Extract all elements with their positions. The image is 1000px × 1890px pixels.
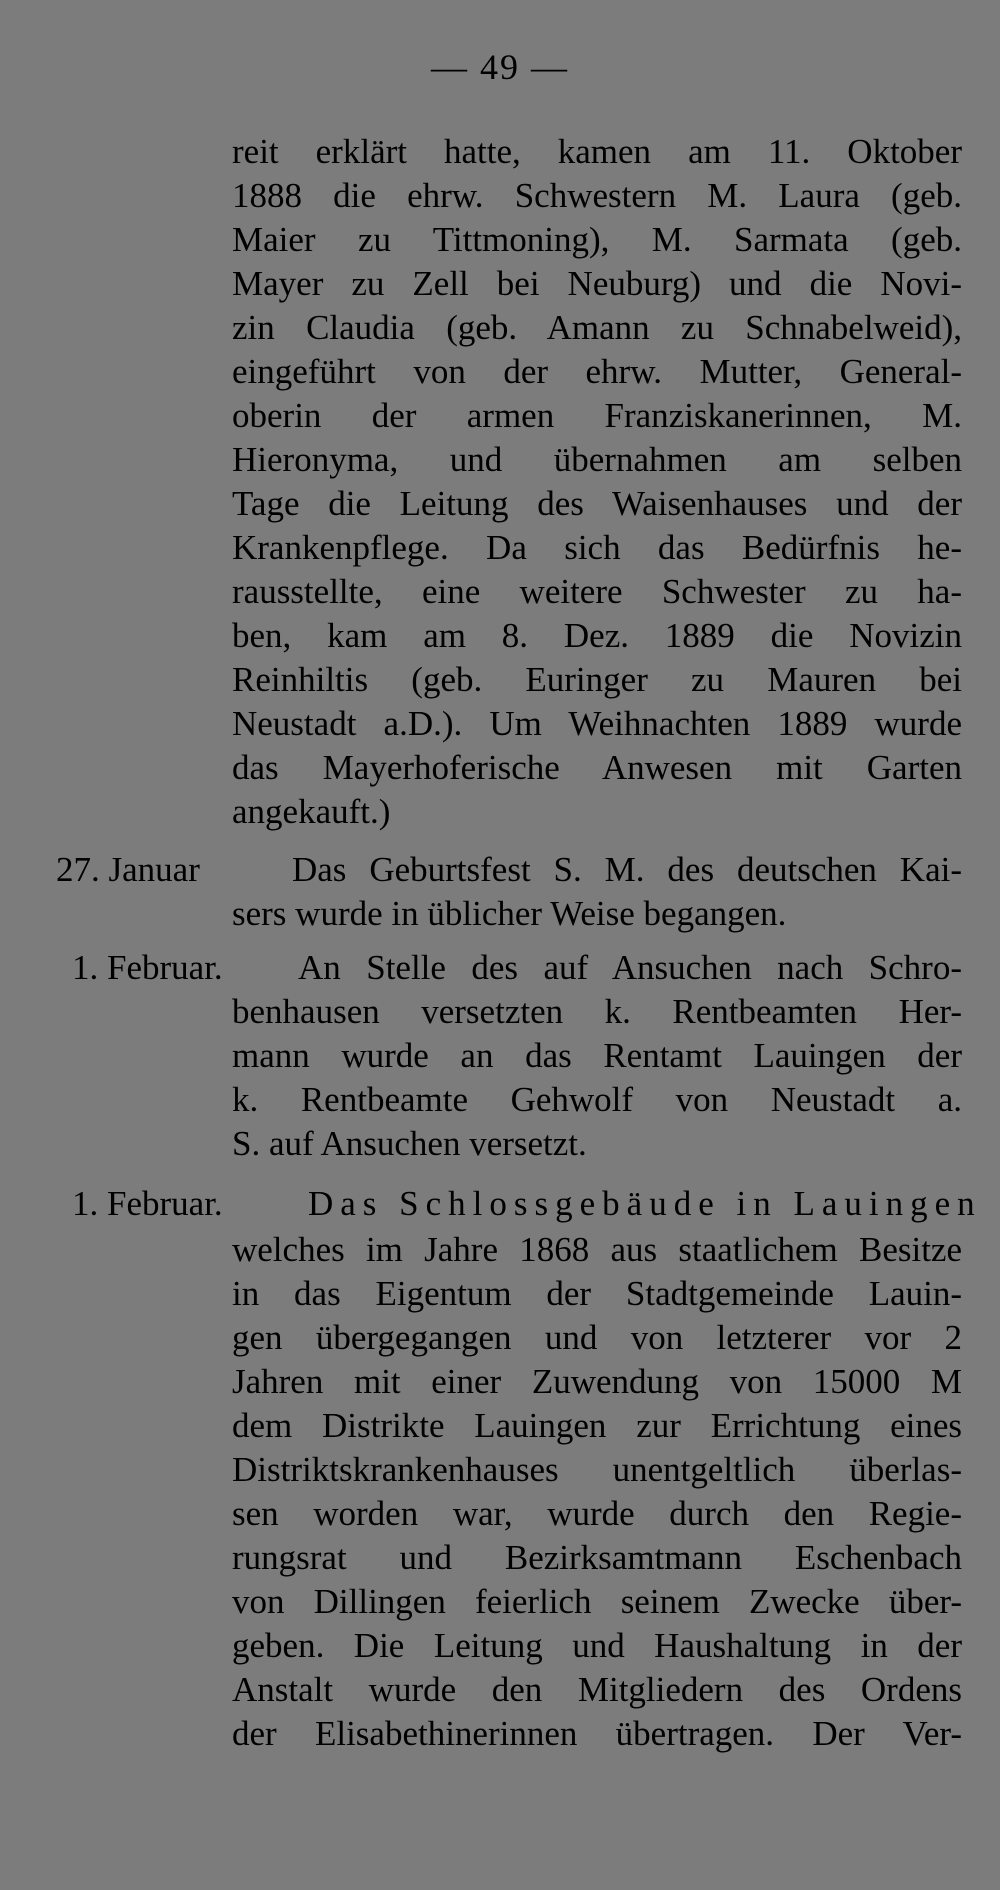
text-line: eingeführt von der ehrw. Mutter, General-: [232, 352, 962, 391]
entry-date: 1. Februar.: [72, 948, 223, 987]
text-line: sers wurde in üblicher Weise begangen.: [232, 894, 787, 933]
text-line: das Mayerhoferische Anwesen mit Garten: [232, 748, 962, 787]
text-line: Das Geburtsfest S. M. des deutschen Kai-: [292, 850, 962, 889]
text-line: rausstellte, eine weitere Schwester zu ha-: [232, 572, 962, 611]
text-line: Maier zu Tittmoning), M. Sarmata (geb.: [232, 220, 962, 259]
text-line: zin Claudia (geb. Amann zu Schnabelweid),: [232, 308, 962, 347]
text-line: von Dillingen feierlich seinem Zwecke über-: [232, 1582, 962, 1621]
text-line: geben. Die Leitung und Haushaltung in der: [232, 1626, 962, 1665]
text-line: Krankenpflege. Da sich das Bedürfnis he-: [232, 528, 962, 567]
text-line: sen worden war, wurde durch den Regie-: [232, 1494, 962, 1533]
text-line: angekauft.): [232, 792, 391, 831]
text-line: Neustadt a.D.). Um Weihnachten 1889 wurde: [232, 704, 962, 743]
text-line: in das Eigentum der Stadtgemeinde Lauin-: [232, 1274, 962, 1313]
text-line: Hieronyma, und übernahmen am selben: [232, 440, 962, 479]
text-line: 1888 die ehrw. Schwestern M. Laura (geb.: [232, 176, 962, 215]
text-line: Tage die Leitung des Waisenhauses und der: [232, 484, 962, 523]
text-line: gen übergegangen und von letzterer vor 2: [232, 1318, 962, 1357]
text-line: Anstalt wurde den Mitgliedern des Ordens: [232, 1670, 962, 1709]
entry-date: 1. Februar.: [72, 1184, 223, 1223]
text-line: Reinhiltis (geb. Euringer zu Mauren bei: [232, 660, 962, 699]
text-line: mann wurde an das Rentamt Lauingen der: [232, 1036, 962, 1075]
text-line: Distriktskrankenhauses unentgeltlich überlas-: [232, 1450, 962, 1489]
text-line: S. auf Ansuchen versetzt.: [232, 1124, 587, 1163]
text-line: Mayer zu Zell bei Neuburg) und die Novi-: [232, 264, 962, 303]
text-line: Das Schlossgebäude in Lauingen: [308, 1184, 982, 1223]
text-line: k. Rentbeamte Gehwolf von Neustadt a.: [232, 1080, 962, 1119]
entry-date: 27. Januar: [56, 850, 200, 889]
text-line: rungsrat und Bezirksamtmann Eschenbach: [232, 1538, 962, 1577]
text-line: Jahren mit einer Zuwendung von 15000 M: [232, 1362, 962, 1401]
text-line: ben, kam am 8. Dez. 1889 die Novizin: [232, 616, 962, 655]
text-line: reit erklärt hatte, kamen am 11. Oktober: [232, 132, 962, 171]
text-line: benhausen versetzten k. Rentbeamten Her-: [232, 992, 962, 1031]
text-line: der Elisabethinerinnen übertragen. Der Ver-: [232, 1714, 962, 1753]
page-number: — 49 —: [431, 47, 569, 87]
text-line: oberin der armen Franziskanerinnen, M.: [232, 396, 962, 435]
text-line: dem Distrikte Lauingen zur Errichtung eines: [232, 1406, 962, 1445]
text-line: welches im Jahre 1868 aus staatlichem Besitze: [232, 1230, 962, 1269]
text-line: An Stelle des auf Ansuchen nach Schro-: [298, 948, 962, 987]
